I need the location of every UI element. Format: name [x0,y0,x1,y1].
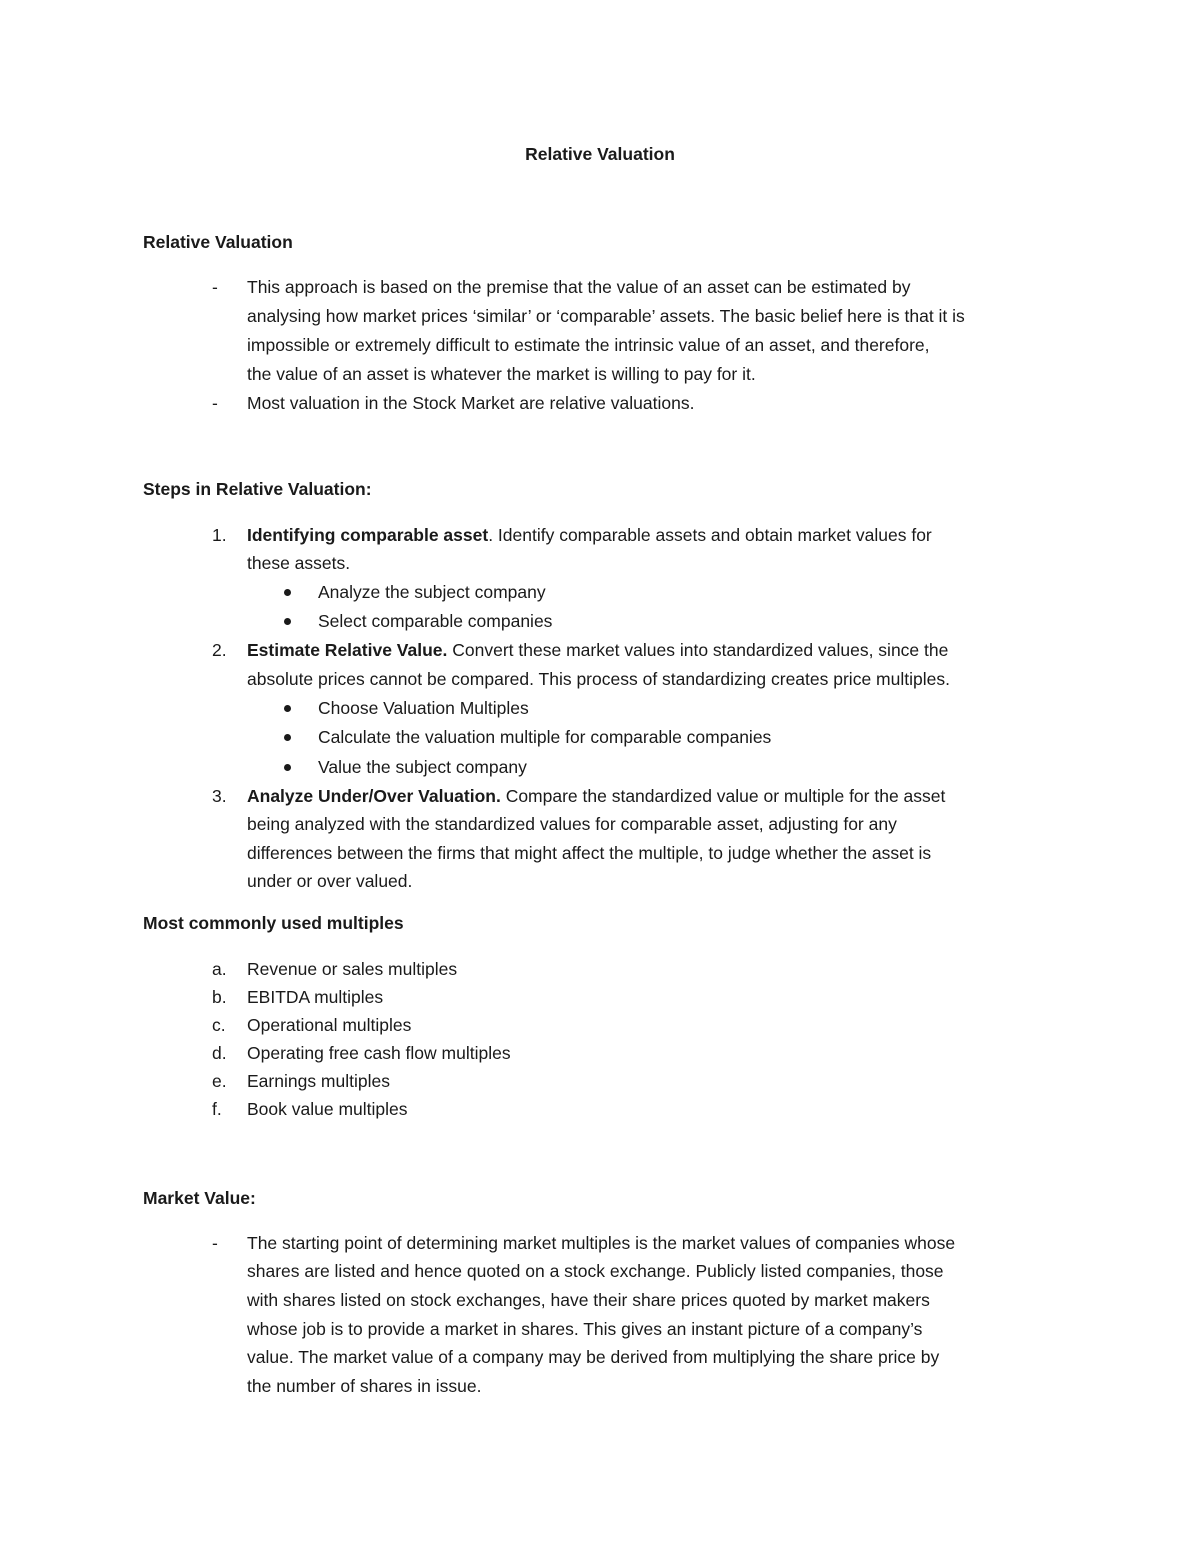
section-heading-market-value: Market Value: [143,1188,256,1208]
step-line: absolute prices cannot be compared. This process of standardizing creates price multiples. [247,669,950,689]
paragraph-line: the value of an asset is whatever the market is willing to pay for it. [247,364,756,384]
section-heading-relative-valuation: Relative Valuation [143,232,293,252]
document-title: Relative Valuation [525,144,675,164]
step-line [247,639,948,661]
step-text: . Identify comparable assets and obtain market values for [488,525,932,545]
bullet-item: Choose Valuation Multiples [318,698,529,718]
step-line: these assets. [247,553,351,573]
step-title: Estimate Relative Value. [247,640,448,660]
step-line: under or over valued. [247,871,413,891]
list-marker: e. [212,1071,227,1091]
list-marker: c. [212,1015,226,1035]
list-marker: - [212,393,218,413]
paragraph-line: impossible or extremely difficult to estimate the intrinsic value of an asset, and therefore, [247,335,930,355]
bullet-item: Calculate the valuation multiple for comparable companies [318,727,772,747]
list-marker: - [212,1233,218,1253]
step-text: Compare the standardized value or multiple for the asset [500,786,946,806]
step-number: 1. [212,525,227,545]
step-line: being analyzed with the standardized values for comparable asset, adjusting for any [247,814,897,834]
step-number: 2. [212,640,227,660]
step-title: Identifying comparable asset [247,525,489,545]
step-number: 3. [212,786,227,806]
bullet-icon [284,589,291,596]
list-marker: f. [212,1099,222,1119]
list-item: Operating free cash flow multiples [247,1043,511,1063]
step-title: Analyze Under/Over Valuation. [247,786,501,806]
list-marker: d. [212,1043,227,1063]
paragraph-line: This approach is based on the premise that the value of an asset can be estimated by [247,277,911,297]
list-item: Earnings multiples [247,1071,390,1091]
list-item: EBITDA multiples [247,987,384,1007]
paragraph-line: with shares listed on stock exchanges, have their share prices quoted by market makers [247,1290,930,1310]
paragraph-line: shares are listed and hence quoted on a stock exchange. Publicly listed companies, those [247,1261,944,1281]
paragraph-line: value. The market value of a company may be derived from multiplying the share price by [247,1347,940,1367]
bullet-item: Select comparable companies [318,611,553,631]
bullet-icon [284,764,291,771]
list-item: Revenue or sales multiples [247,959,458,979]
list-marker: - [212,277,218,297]
list-item: Operational multiples [247,1015,412,1035]
paragraph-line: the number of shares in issue. [247,1376,482,1396]
step-line [247,524,932,546]
list-marker: b. [212,987,227,1007]
list-item: Book value multiples [247,1099,408,1119]
bullet-icon [284,618,291,625]
step-line: differences between the firms that might affect the multiple, to judge whether the asset is [247,843,932,863]
section-heading-steps: Steps in Relative Valuation: [143,479,372,499]
section-heading-multiples: Most commonly used multiples [143,913,404,933]
bullet-item: Value the subject company [318,757,527,777]
paragraph-line: whose job is to provide a market in shares. This gives an instant picture of a company’s [247,1319,923,1339]
bullet-icon [284,734,291,741]
step-line [247,785,945,807]
step-text: Convert these market values into standardized values, since the [447,640,949,660]
paragraph-line: The starting point of determining market multiples is the market values of companies whose [247,1233,956,1253]
bullet-icon [284,705,291,712]
paragraph-line: analysing how market prices ‘similar’ or ‘comparable’ assets. The basic belief here is that it is [247,306,965,326]
list-marker: a. [212,959,227,979]
bullet-item: Analyze the subject company [318,582,546,602]
paragraph-line: Most valuation in the Stock Market are relative valuations. [247,393,695,413]
